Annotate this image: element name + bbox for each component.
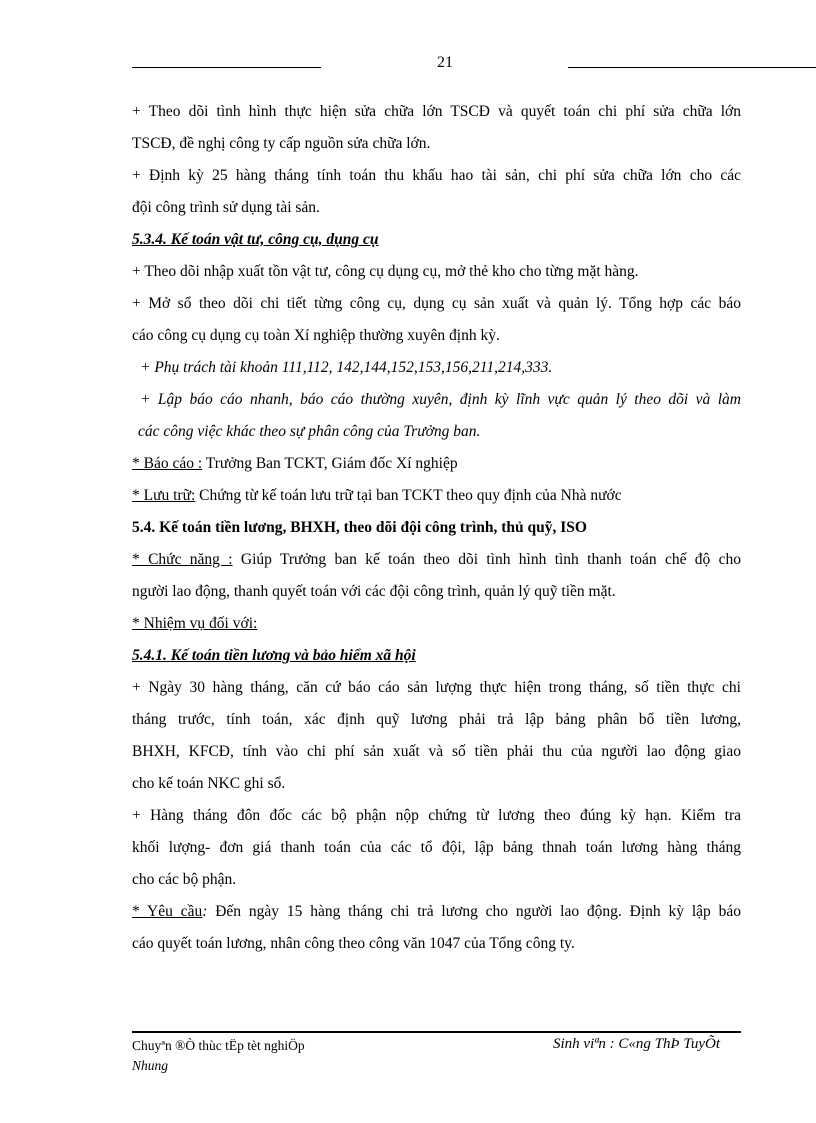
page-body (132, 96, 741, 960)
paragraph-line: + Theo dõi tình hình thực hiện sửa chữa lớn TSCĐ và quyết toán chi phí sửa chữa lớn (132, 103, 741, 120)
luu-tru-label: * Lưu trữ: (132, 487, 196, 504)
section-heading-5-4: 5.4. Kế toán tiền lương, BHXH, theo dõi đội công trình, thủ quỹ, ISO (132, 519, 587, 536)
yeu-cau-text: Đến ngày 15 hàng tháng chi trả lương cho người lao động. Định kỳ lập báo (207, 903, 741, 920)
paragraph-line: + Định kỳ 25 hàng tháng tính toán thu khấu hao tài sản, chi phí sửa chữa lớn cho các (132, 167, 741, 184)
page-number: 21 (437, 54, 453, 71)
footer-student: Sinh viªn : C«ng ThÞ TuyÕt (553, 1036, 721, 1052)
bao-cao-label: * Báo cáo : (132, 455, 203, 472)
footer-rule (132, 1031, 741, 1033)
paragraph-line: cáo công cụ dụng cụ toàn Xí nghiệp thường xuyên định kỳ. (132, 327, 500, 344)
yeu-cau-line (132, 896, 741, 928)
paragraph-line: + Ngày 30 hàng tháng, căn cứ báo cáo sản lượng thực hiện trong tháng, số tiền thực chi (132, 679, 741, 696)
section-heading-5-3-4: 5.3.4. Kế toán vật tư, công cụ, dụng cụ (132, 231, 379, 248)
paragraph-line: các công việc khác theo sự phân công của Trưởng ban. (138, 423, 481, 440)
paragraph-line: tháng trước, tính toán, xác định quỹ lương phải trả lập bảng phân bổ tiền lương, (132, 711, 741, 728)
footer-left (132, 1036, 305, 1076)
section-heading-5-4-1: 5.4.1. Kế toán tiền lương và bảo hiểm xã hội (132, 647, 416, 664)
paragraph-line: + Mở sổ theo dõi chi tiết từng công cụ, dụng cụ sản xuất và quản lý. Tổng hợp các báo (132, 295, 741, 312)
luu-tru-line (132, 480, 741, 512)
paragraph-line: BHXH, KFCĐ, tính vào chi phí sản xuất và số tiền phải thu của người lao động giao (132, 743, 741, 760)
footer-name: Nhung (132, 1058, 169, 1073)
chuc-nang-text: Giúp Trưởng ban kế toán theo dõi tình hình tình thanh toán chế độ cho (232, 551, 741, 568)
yeu-cau-colon: : (202, 903, 208, 920)
paragraph-line: người lao động, thanh quyết toán với các đội công trình, quản lý quỹ tiền mặt. (132, 583, 616, 600)
bao-cao-line (132, 448, 741, 480)
footer-title: Chuyªn ®Ò thùc tËp tèt nghiÖp (132, 1038, 305, 1053)
paragraph-line: cho kế toán NKC ghi sổ. (132, 775, 286, 792)
nhiem-vu-label: * Nhiệm vụ đối với: (132, 615, 258, 632)
header-rule-right (568, 67, 816, 68)
paragraph-line: + Theo dõi nhập xuất tồn vật tư, công cụ dụng cụ, mở thẻ kho cho từng mặt hàng. (132, 263, 639, 280)
paragraph-line: khối lượng- đơn giá thanh toán của các tổ đội, lập bảng thnah toán lương hàng tháng (132, 839, 741, 856)
chuc-nang-label: * Chức năng : (132, 551, 233, 568)
paragraph-line: TSCĐ, đề nghị công ty cấp nguồn sửa chữa lớn. (132, 135, 431, 152)
paragraph-line: đội công trình sử dụng tài sản. (132, 199, 320, 216)
bao-cao-text: Trưởng Ban TCKT, Giám đốc Xí nghiệp (202, 455, 458, 472)
paragraph-line: + Hàng tháng đôn đốc các bộ phận nộp chứng từ lương theo đúng kỳ hạn. Kiểm tra (132, 807, 741, 824)
luu-tru-text: Chứng từ kế toán lưu trữ tại ban TCKT theo quy định của Nhà nước (195, 487, 622, 504)
paragraph-line: + Lập báo cáo nhanh, báo cáo thường xuyên, định kỳ lĩnh vực quản lý theo dõi và làm (140, 391, 741, 408)
yeu-cau-label: * Yêu cầu (132, 903, 203, 920)
chuc-nang-line (132, 544, 741, 576)
paragraph-line: cáo quyết toán lương, nhân công theo công văn 1047 của Tổng công ty. (132, 935, 575, 952)
paragraph-line: cho các bộ phận. (132, 871, 237, 888)
paragraph-line: + Phụ trách tài khoản 111,112, 142,144,152,153,156,211,214,333. (140, 359, 553, 376)
